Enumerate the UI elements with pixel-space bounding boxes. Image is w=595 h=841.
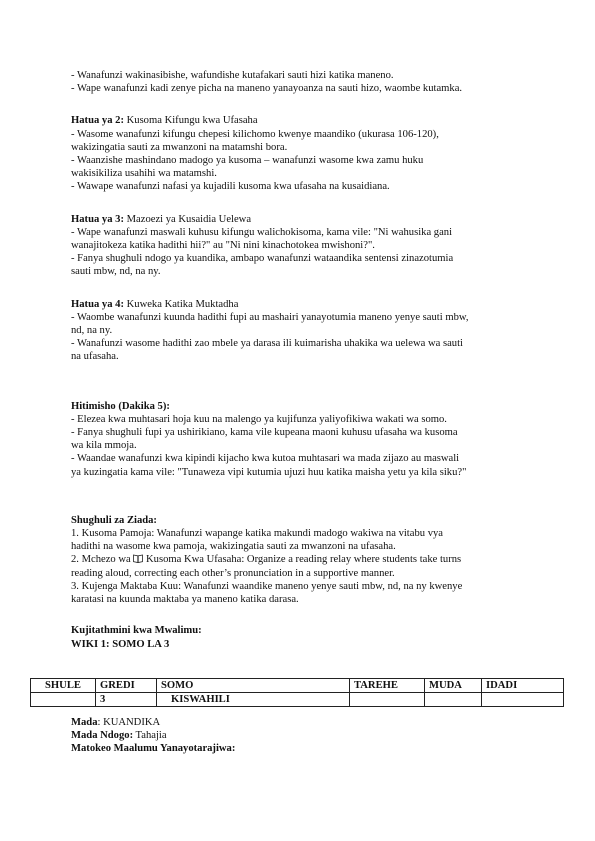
- step2-line: - Waanzishe mashindano madogo ya kusoma – wanafunzi wasome kwa zamu huku: [71, 155, 424, 167]
- extra-item-2-suffix: Kusoma Kwa Ufasaha: Organize a reading relay where students take turns: [143, 554, 462, 566]
- step4-line: nd, na ny.: [71, 325, 113, 337]
- step4-title: Kuweka Katika Muktadha: [123, 298, 239, 310]
- mada-ndogo-label: Mada Ndogo:: [71, 730, 134, 742]
- step4-line: na ufasaha.: [71, 351, 119, 363]
- document-body: [71, 69, 541, 651]
- table-cell: [482, 693, 564, 707]
- conclusion-heading: Hitimisho (Dakika 5):: [71, 400, 170, 412]
- extra-item-2-prefix: 2. Mchezo wa: [71, 554, 134, 566]
- conclusion-line: wa kila mmoja.: [71, 440, 137, 452]
- week-lesson-label: WIKI 1: SOMO LA 3: [71, 638, 170, 650]
- step3-heading: [71, 213, 541, 226]
- table-cell: [425, 693, 482, 707]
- reflection-heading: Kujitathmini kwa Mwalimu:: [71, 625, 202, 637]
- matokeo-heading: Matokeo Maalumu Yanayotarajiwa:: [71, 743, 236, 755]
- step3-line: wanajitokeza katika hadithi hii?" au "Ni nini kinachotokea mwishoni?".: [71, 240, 375, 252]
- table-header-row: [31, 679, 564, 693]
- step4-line: - Wanafunzi wasome hadithi zao mbele ya darasa ili kuimarisha uhakika wa uelewa wa sauti: [71, 338, 463, 350]
- step4-line: - Waombe wanafunzi kuunda hadithi fupi au mashairi yanayotumia maneno yenye sauti mbw,: [71, 311, 469, 323]
- step2-line: - Wasome wanafunzi kifungu chepesi kilichomo kwenye maandiko (ukurasa 106-120),: [71, 128, 439, 140]
- extra-item-line: 1. Kusoma Pamoja: Wanafunzi wapange katika makundi madogo wakiwa na vitabu vya: [71, 528, 443, 540]
- step2-line: - Wawape wanafunzi nafasi ya kujadili kusoma kwa ufasaha na kusaidiana.: [71, 181, 390, 193]
- step2-heading: [71, 114, 541, 127]
- table-header-cell: TAREHE: [350, 679, 425, 693]
- step2-label: Hatua ya 2:: [71, 115, 124, 127]
- step4-heading: [71, 298, 541, 311]
- lesson-info-table: [30, 678, 564, 707]
- step3-title: Mazoezi ya Kusaidia Uelewa: [123, 213, 252, 225]
- extra-heading: Shughuli za Ziada:: [71, 514, 157, 526]
- step4-label: Hatua ya 4:: [71, 298, 124, 310]
- extra-item-line: reading aloud, correcting each other’s pronunciation in a supportive manner.: [71, 567, 395, 579]
- mada-value: : KUANDIKA: [97, 717, 161, 728]
- table-header-cell: IDADI: [482, 679, 564, 693]
- extra-item-2: [71, 553, 541, 566]
- extra-item-line: 3. Kujenga Maktaba Kuu: Wanafunzi waandike maneno yenye sauti mbw, nd, na ny kwenye: [71, 580, 463, 592]
- mada-label: Mada: [71, 717, 98, 728]
- table-row: [31, 693, 564, 707]
- table-cell: KISWAHILI: [157, 693, 350, 707]
- extra-item-line: karatasi na kuunda maktaba ya maneno katika darasa.: [71, 594, 299, 606]
- intro-bullet: - Wape wanafunzi kadi zenye picha na maneno yanayoanza na sauti hizo, waombe kutamka.: [71, 83, 463, 95]
- table-cell: [350, 693, 425, 707]
- table-header-cell: SOMO: [157, 679, 350, 693]
- mada-ndogo-line: [71, 729, 541, 742]
- table-header-cell: MUDA: [425, 679, 482, 693]
- lesson-details: [71, 716, 541, 756]
- table-cell: 3: [96, 693, 157, 707]
- extra-item-line: hadithi na wasome kwa pamoja, wakizingatia sauti za mwanzoni na ufasaha.: [71, 541, 396, 553]
- step2-line: wakisikiliza usahihi wa matamshi.: [71, 168, 217, 180]
- step3-label: Hatua ya 3:: [71, 213, 124, 225]
- step2-line: wakizingatia sauti za mwanzoni na matamshi bora.: [71, 141, 288, 153]
- mada-ndogo-value: Tahajia: [133, 730, 167, 742]
- step3-line: - Fanya shughuli ndogo ya kuandika, ambapo wanafunzi wataandika sentensi zinazotumia: [71, 253, 454, 265]
- open-book-icon: [133, 554, 143, 563]
- conclusion-line: ya kuzingatia kama vile: "Tunaweza vipi kutumia ujuzi huu katika maisha yetu ya kila siku?": [71, 466, 467, 478]
- step3-line: sauti mbw, nd, na ny.: [71, 266, 161, 278]
- table-header-cell: SHULE: [31, 679, 96, 693]
- conclusion-line: - Waandae wanafunzi kwa kipindi kijacho kwa kutoa muhtasari wa mada zijazo au maswali: [71, 453, 460, 465]
- step3-line: - Wape wanafunzi maswali kuhusu kifungu walichokisoma, kama vile: "Ni wahusika gani: [71, 226, 453, 238]
- intro-bullet: - Wanafunzi wakinasibishe, wafundishe kutafakari sauti hizi katika maneno.: [71, 70, 394, 81]
- conclusion-line: - Fanya shughuli fupi ya ushirikiano, kama vile kupeana maoni kuhusu ufasaha wa kusoma: [71, 427, 458, 439]
- table-cell: [31, 693, 96, 707]
- table-header-cell: GREDI: [96, 679, 157, 693]
- mada-line: [71, 716, 541, 729]
- step2-title: Kusoma Kifungu kwa Ufasaha: [123, 115, 258, 127]
- conclusion-line: - Elezea kwa muhtasari hoja kuu na malengo ya kujifunza yaliyofikiwa wakati wa somo.: [71, 413, 447, 425]
